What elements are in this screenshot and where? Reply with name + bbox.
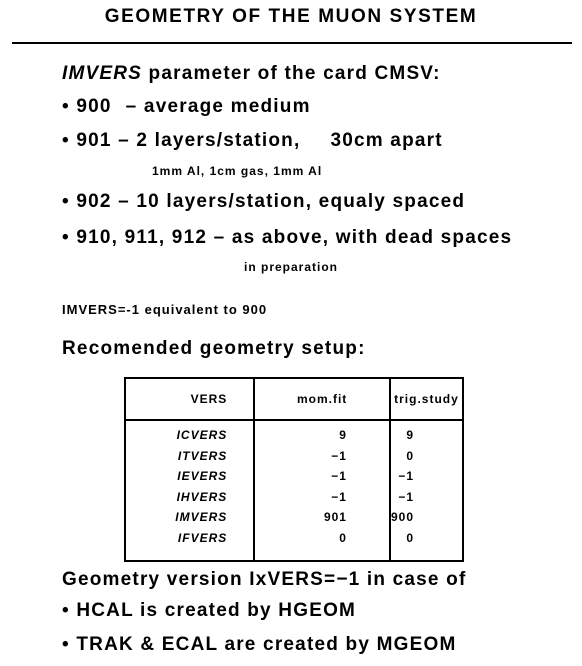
table-row [125,528,463,549]
bullet-marker: • [62,634,70,655]
bullet-text: TRAK & ECAL are created by MGEOM [76,634,457,655]
final-bullet-hcal [62,600,356,622]
note-910: in preparation [244,260,339,274]
intro-text: parameter of the card CMSV: [142,63,441,84]
final-bullet-trak-ecal [62,634,456,656]
bullet-marker: • [62,227,70,248]
bullet-dash: – [118,191,130,212]
mom-fit-value: 901 [254,507,390,528]
mom-fit-value: −1 [254,466,390,487]
bullet-text: HCAL is created by HGEOM [76,600,357,621]
spacer-cell [390,548,463,561]
bullet-code: 910, 911, 912 [76,227,208,248]
bullet-text: 10 layers/station, equaly spaced [136,191,466,212]
trig-study-value: 0 [406,530,414,545]
row-label: IFVERS [125,528,254,549]
trig-study-value: 900 [390,510,414,525]
page-title: GEOMETRY OF THE MUON SYSTEM [104,6,478,27]
intro-line [62,63,441,85]
row-label: ITVERS [125,446,254,467]
header-mom-fit: mom.fit [254,378,390,420]
bullet-marker: • [62,130,70,151]
equivalence-note: IMVERS=-1 equivalent to 900 [62,302,268,317]
bullet-code: 900 [76,96,112,117]
bullet-901 [62,130,443,152]
table-spacer-row [125,548,463,561]
bullet-marker: • [62,600,70,621]
trig-study-value: 0 [406,448,414,463]
bullet-marker: • [62,96,70,117]
bullet-902 [62,191,465,213]
version-line: Geometry version IxVERS=−1 in case of [62,569,467,590]
bullet-extra: 30cm apart [330,130,443,151]
bullet-text: 2 layers/station, [136,130,301,151]
trig-study-value: −1 [398,469,414,484]
header-trig-study: trig.study [390,378,463,420]
header-vers: VERS [125,378,254,420]
table-row [125,466,463,487]
mom-fit-value: 0 [254,528,390,549]
table-row [125,420,463,446]
bullet-dash: – [213,227,226,248]
bullet-code: 902 [76,191,112,212]
row-label: IHVERS [125,487,254,508]
trig-study-value: −1 [398,489,414,504]
bullet-910 [62,227,512,249]
table-row [125,487,463,508]
geometry-setup-table [124,377,464,562]
row-label: IMVERS [125,507,254,528]
bullet-dash: – [118,130,130,151]
table-row [125,446,463,467]
title-divider [12,42,572,44]
bullet-900 [62,96,311,118]
setup-heading: Recomended geometry setup: [62,338,366,359]
note-901: 1mm Al, 1cm gas, 1mm Al [152,164,323,178]
intro-param: IMVERS [62,63,143,84]
row-label: IEVERS [125,466,254,487]
row-label: ICVERS [125,420,254,446]
spacer-cell [125,548,254,561]
trig-study-value: 9 [406,428,414,443]
mom-fit-value: 9 [254,420,390,446]
mom-fit-value: −1 [254,446,390,467]
bullet-text: average medium [143,96,311,117]
table-header-row [125,378,463,420]
bullet-code: 901 [76,130,112,151]
bullet-text: as above, with dead spaces [231,227,513,248]
mom-fit-value: −1 [254,487,390,508]
table-row [125,507,463,528]
bullet-marker: • [62,191,70,212]
bullet-dash: – [125,96,138,117]
spacer-cell [254,548,390,561]
